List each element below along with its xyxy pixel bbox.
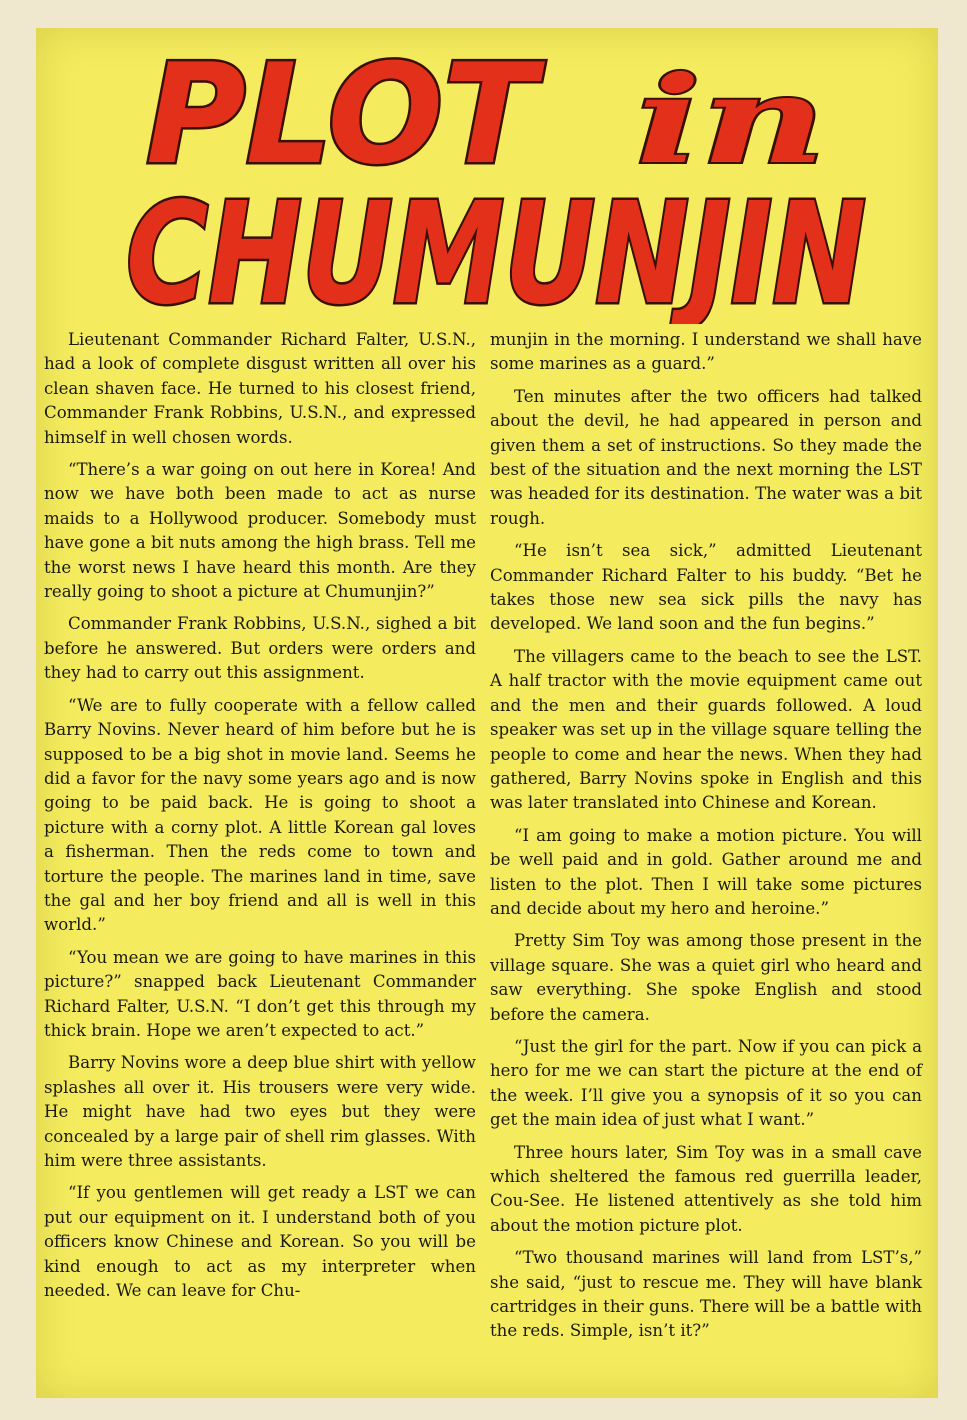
paragraph: Lieutenant Commander Richard Falter, U.S.N., had a look of complete disgust written all over his clean shaven face. He turned to his closest friend, Commander Frank Robbins, U.S.N., and expressed himself in well chosen words.	[44, 330, 476, 447]
paragraph: Barry Novins wore a deep blue shirt with yellow splashes all over it. His trousers were very wide. He might have had two eyes but they were concealed by a large pair of shell rim glasses. With him were three assistants.	[44, 1053, 476, 1170]
story-title	[116, 34, 876, 324]
paragraph: “If you gentlemen will get ready a LST we can put our equipment on it. I understand both of you officers know Chinese and Korean. So you will be kind enough to act as my interpreter when needed. We can leave for Chu-	[44, 1183, 476, 1301]
paragraph: “You mean we are going to have marines in this picture?” snapped back Lieutenant Commander Richard Falter, U.S.N. “I don’t get this through my thick brain. Hope we aren’t expected to act.”	[44, 947, 476, 1040]
paragraph: “There’s a war going on out here in Korea! And now we have both been made to act as nurse maids to a Hollywood producer. Somebody must have gone a bit nuts among the high brass. Tell me the worst news I have heard this month. Are they really going to shoot a picture at Chumunjin?”	[44, 460, 476, 602]
paragraph: The villagers came to the beach to see the LST. A half tractor with the movie equipment came out and the men and their guards followed. A loud speaker was set up in the village square telling the people to come and hear the news. When they had gathered, Barry Novins spoke in English and this was later translated into Chinese and Korean.	[490, 646, 922, 813]
paragraph: Three hours later, Sim Toy was in a small cave which sheltered the famous red guerrilla leader, Cou-See. He listened attentively as she told him about the motion picture plot.	[490, 1142, 922, 1235]
title-word-in: in	[636, 50, 826, 191]
title-word-chumunjin: CHUMUNJIN	[126, 173, 866, 324]
story-page	[36, 28, 938, 1398]
story-column-left	[44, 328, 476, 1311]
paragraph: Pretty Sim Toy was among those present in the village square. She was a quiet girl who heard and saw everything. She spoke English and stood before the camera.	[490, 931, 922, 1024]
title-word-plot: PLOT	[146, 34, 546, 195]
title-lettering	[116, 34, 876, 324]
paragraph: “Two thousand marines will land from LST’s,” she said, “just to rescue me. They will have blank cartridges in their guns. There will be a battle with the reds. Simple, isn’t it?”	[490, 1248, 922, 1341]
story-column-right	[490, 328, 922, 1352]
paragraph: “He isn’t sea sick,” admitted Lieutenant Commander Richard Falter to his buddy. “Bet he takes those new sea sick pills the navy has developed. We land soon and the fun begins.”	[490, 541, 922, 634]
paragraph: “We are to fully cooperate with a fellow called Barry Novins. Never heard of him before but he is supposed to be a big shot in movie land. Seems he did a favor for the navy some years ago and is now going to be paid back. He is going to shoot a picture with a corny plot. A little Korean gal loves a fisherman. Then the reds come to town and torture the people. The marines land in time, save the gal and her boy friend and all is well in this world.”	[44, 695, 476, 935]
paragraph: “Just the girl for the part. Now if you can pick a hero for me we can start the picture at the end of the week. I’ll give you a synopsis of it so you can get the main idea of just what I want.”	[490, 1036, 922, 1130]
paragraph-continued: munjin in the morning. I understand we shall have some marines as a guard.”	[490, 330, 922, 374]
paragraph: Ten minutes after the two officers had talked about the devil, he had appeared in person and given them a set of instructions. So they made the best of the situation and the next morning the LST was headed for its destination. The water was a bit rough.	[490, 386, 922, 528]
paragraph: “I am going to make a motion picture. You will be well paid and in gold. Gather around me and listen to the plot. Then I will take some pictures and decide about my hero and heroine.”	[490, 825, 922, 918]
paragraph: Commander Frank Robbins, U.S.N., sighed a bit before he answered. But orders were orders and they had to carry out this assignment.	[44, 614, 476, 683]
